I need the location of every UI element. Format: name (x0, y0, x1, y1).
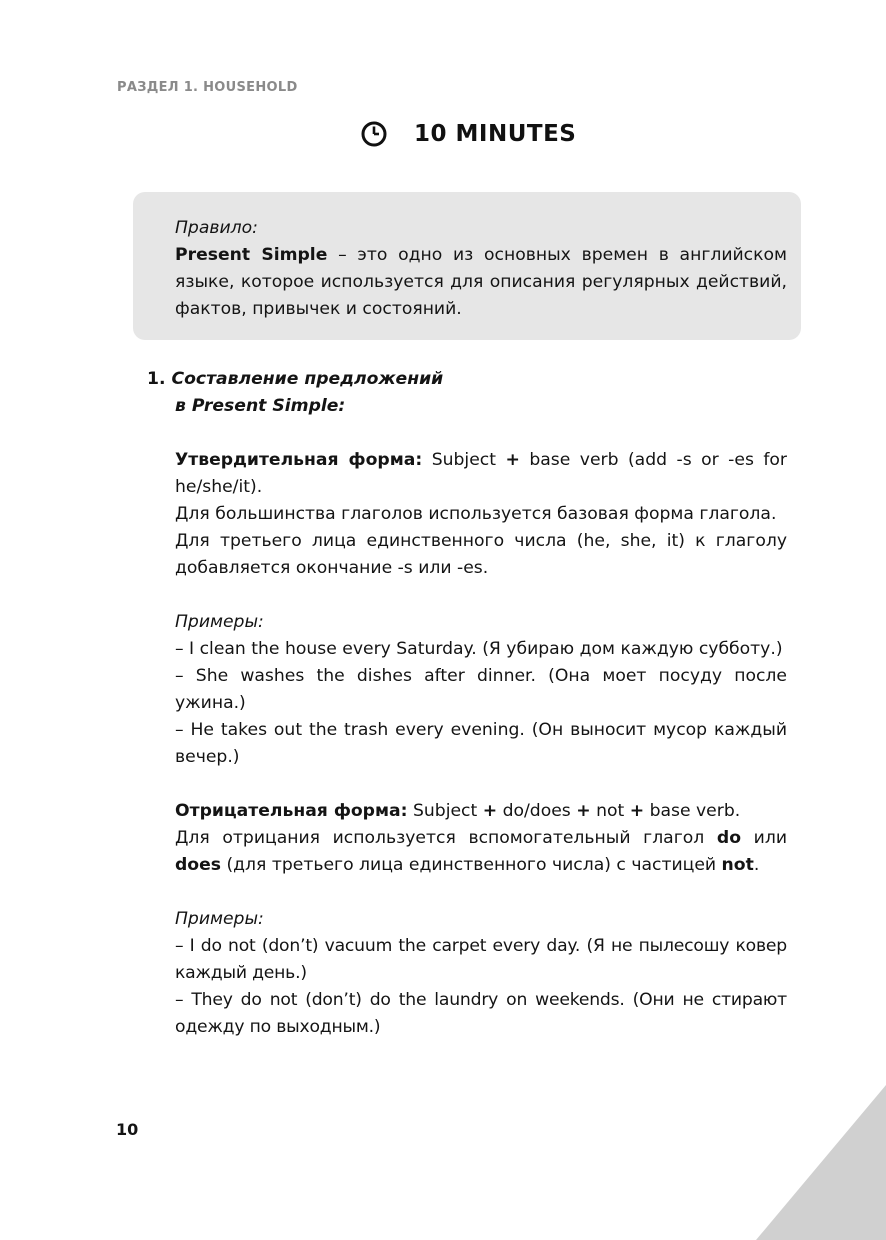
examples-label: Примеры: (175, 612, 264, 632)
examples-label: Примеры: (175, 909, 264, 929)
example-item: – He takes out the trash every evening. (Он выносит мусор каждый вечер.) (175, 720, 787, 767)
rule-label: Правило: (175, 218, 258, 238)
rule-box (133, 192, 801, 340)
page-number: 10 (116, 1120, 139, 1139)
affirmative-explanation-1: Для большинства глаголов используется базовая форма глагола. (175, 504, 777, 524)
section-heading-line1: Составление предложений (171, 369, 444, 389)
affirmative-label: Утвердительная форма: (175, 450, 423, 470)
example-item: – I do not (don’t) vacuum the carpet every day. (Я не пылесошу ковер каждый день.) (175, 936, 787, 983)
rule-definition: – это одно из основных времен в английском языке, которое используется для описания регулярных действий, фактов, привычек и состояний. (175, 245, 787, 319)
example-item: – They do not (don’t) do the laundry on weekends. (Они не стирают одежду по выходным.) (175, 990, 787, 1037)
page-title: 10 MINUTES (414, 121, 577, 147)
section-heading (147, 366, 787, 393)
page-title-row (360, 116, 576, 152)
text-part: Для отрицания используется вспомогательный глагол (175, 828, 717, 848)
section-label: РАЗДЕЛ 1. HOUSEHOLD (117, 80, 298, 95)
rule-term: Present Simple (175, 245, 328, 265)
plus-sign: + (629, 801, 645, 821)
plus-sign: + (482, 801, 498, 821)
negative-formula (147, 798, 787, 825)
formula-part: Subject (407, 801, 483, 821)
clock-icon (360, 120, 388, 148)
section-heading-line2: в Present Simple: (175, 396, 346, 416)
section-number: 1. (147, 369, 166, 389)
text-part: (для третьего лица единственного числа) с частицей (221, 855, 722, 875)
plus-sign: + (576, 801, 591, 821)
text-part: или (741, 828, 787, 848)
keyword-do: do (716, 828, 742, 848)
negative-explanation (147, 825, 787, 879)
rule-text (147, 242, 787, 323)
affirmative-formula (147, 447, 787, 501)
keyword-not: not (721, 855, 754, 875)
formula-part: base verb. (644, 801, 741, 821)
example-item: – I clean the house every Saturday. (Я убираю дом каждую субботу.) (175, 639, 783, 659)
formula-part: base verb (add -s or -es for he/she/it). (175, 450, 788, 497)
formula-part: not (590, 801, 630, 821)
formula-part: Subject (431, 450, 506, 470)
affirmative-explanation-2: Для третьего лица единственного числа (he, she, it) к глаголу добавляется окончание -s или -es. (175, 531, 787, 578)
main-content (147, 366, 787, 1041)
corner-triangle-decoration (756, 1085, 886, 1240)
negative-label: Отрицательная форма: (175, 801, 408, 821)
formula-part: do/does (497, 801, 577, 821)
text-part: . (753, 855, 760, 875)
keyword-does: does (175, 855, 221, 875)
plus-sign: + (505, 450, 520, 470)
example-item: – She washes the dishes after dinner. (Она моет посуду после ужина.) (175, 666, 787, 713)
